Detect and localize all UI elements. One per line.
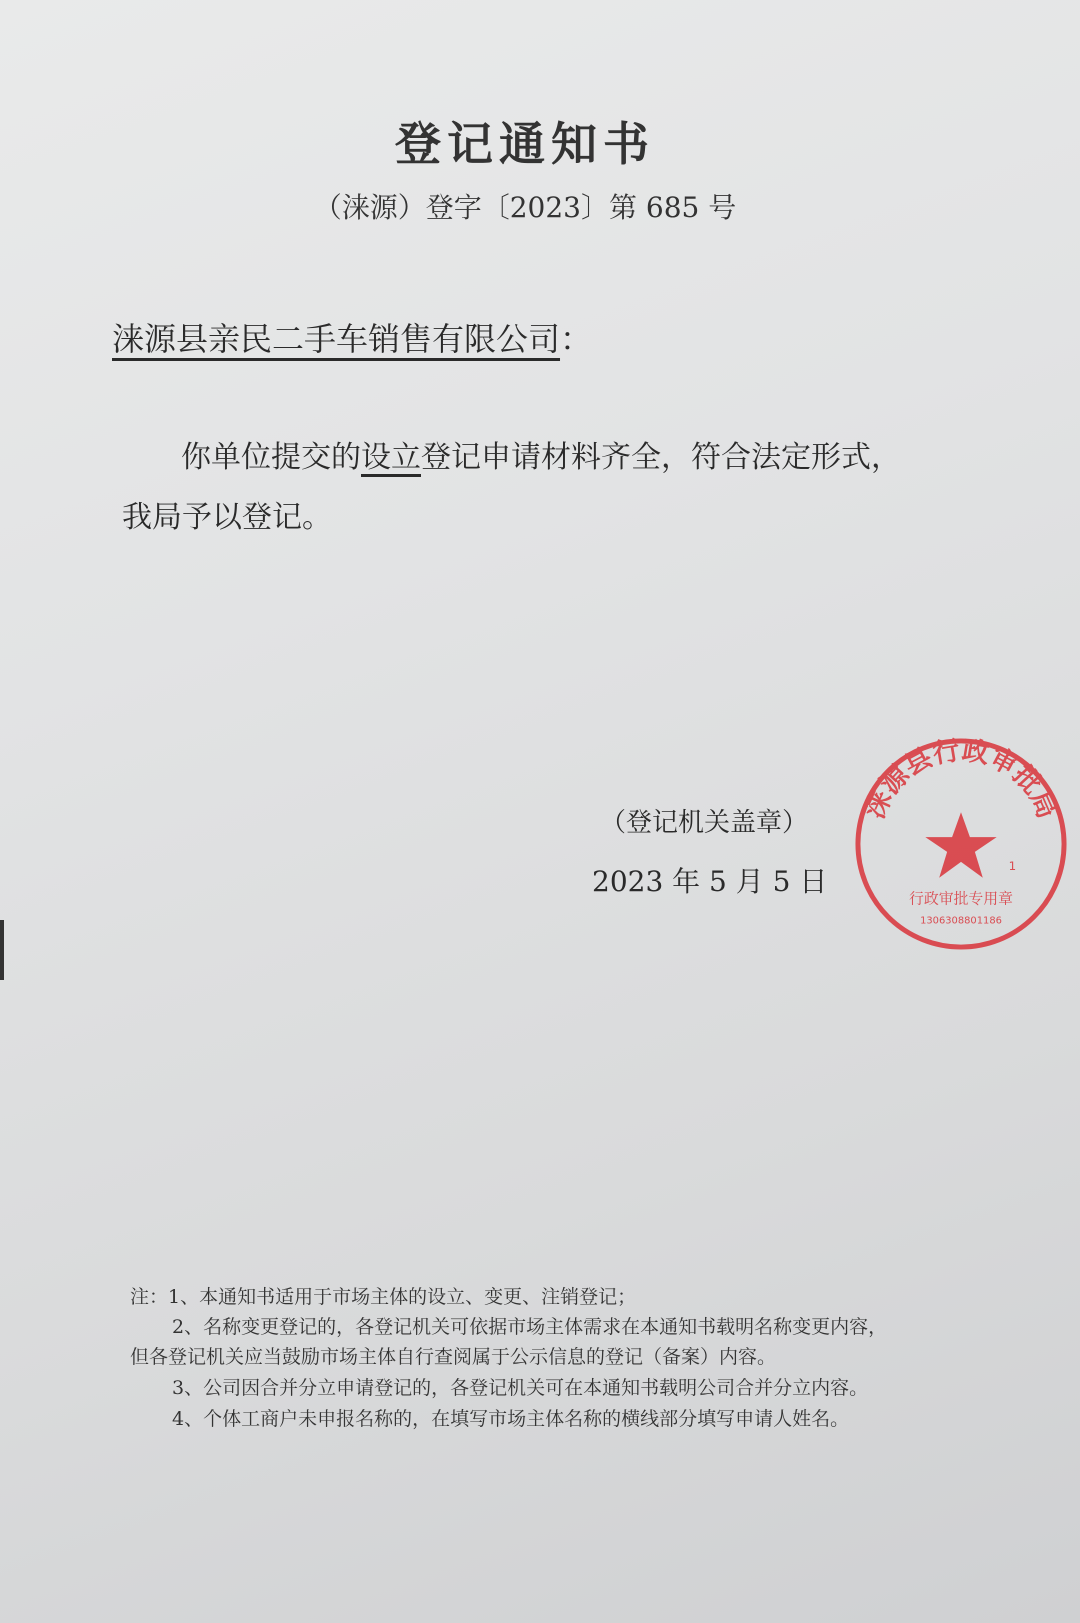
note-2-cont: 但各登记机关应当鼓励市场主体自行查阅属于公示信息的登记（备案）内容。 [130, 1346, 777, 1368]
page-edge-shadow [0, 920, 4, 980]
recipient-name: 涞源县亲民二手车销售有限公司 [112, 320, 561, 358]
official-seal-stamp [852, 735, 1070, 953]
body-line-2: 我局予以登记。 [122, 500, 332, 535]
reference-number: （涞源）登字〔2023〕第 685 号 [313, 191, 737, 224]
document-title: 登记通知书 [395, 117, 655, 171]
note-1: 注：1、本通知书适用于市场主体的设立、变更、注销登记； [130, 1286, 637, 1308]
stamp-index: 1 [1008, 858, 1017, 873]
issue-date: 2023 年 5 月 5 日 [592, 865, 828, 898]
stamp-outer-text: 涞源县行政审批局 [859, 735, 1063, 824]
note-4: 4、个体工商户未申报名称的，在填写市场主体名称的横线部分填写申请人姓名。 [172, 1408, 850, 1430]
recipient [112, 314, 592, 360]
stamp-inner-text: 行政审批专用章 [908, 889, 1014, 908]
body-suffix: 登记申请材料齐全，符合法定形式， [421, 440, 901, 475]
note-3: 3、公司因合并分立申请登记的，各登记机关可在本通知书载明公司合并分立内容。 [172, 1377, 869, 1399]
recipient-suffix: ： [560, 320, 593, 358]
stamp-serial: 1306308801186 [920, 915, 1002, 927]
note-2: 2、名称变更登记的，各登记机关可依据市场主体需求在本通知书载明名称变更内容， [172, 1316, 888, 1338]
svg-text:涞源县行政审批局 [859, 735, 1062, 823]
seal-label: （登记机关盖章） [600, 808, 809, 838]
body-prefix: 你单位提交的 [181, 440, 361, 475]
body-line-1 [181, 432, 901, 476]
registration-type: 设立 [361, 440, 421, 475]
